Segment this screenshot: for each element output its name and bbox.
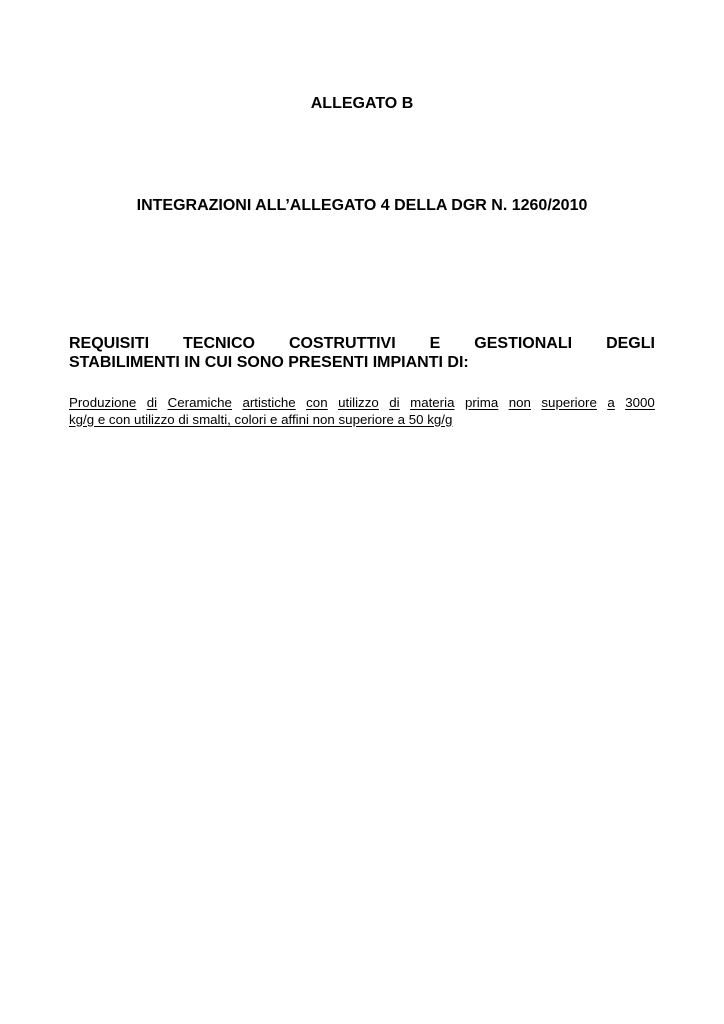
heading-word: TECNICO [183,335,255,352]
body-word: di [389,395,400,410]
heading-word: DEGLI [606,335,655,352]
body-word: non [508,395,531,410]
body-word: prima [464,395,499,410]
body-word: con [306,395,328,410]
body-word: Ceramiche [167,395,232,410]
document-subtitle: INTEGRAZIONI ALL’ALLEGATO 4 DELLA DGR N. 1260/2010 [136,197,588,214]
activity-description-line-1 [69,395,655,412]
body-word: 3000 [625,395,655,410]
body-word: utilizzo [338,395,379,410]
body-word: materia [410,395,455,410]
document-title: ALLEGATO B [310,95,414,112]
body-word: di [146,395,158,410]
heading-word: REQUISITI [69,335,150,352]
heading-word: COSTRUTTIVI [288,335,396,352]
activity-description-line-2: kg/g e con utilizzo di smalti, colori e affini non superiore a 50 kg/g [69,411,453,427]
body-word: a [607,395,615,410]
heading-word: GESTIONALI [474,335,573,352]
section-heading-line-1 [69,334,655,353]
activity-description [69,395,655,428]
section-heading-line-2: STABILIMENTI IN CUI SONO PRESENTI IMPIANTI DI: [69,354,469,371]
body-word: superiore [541,395,597,410]
body-word: artistiche [242,395,296,410]
body-word: Produzione [69,395,137,410]
section-heading [69,334,655,372]
heading-word: E [429,335,441,352]
